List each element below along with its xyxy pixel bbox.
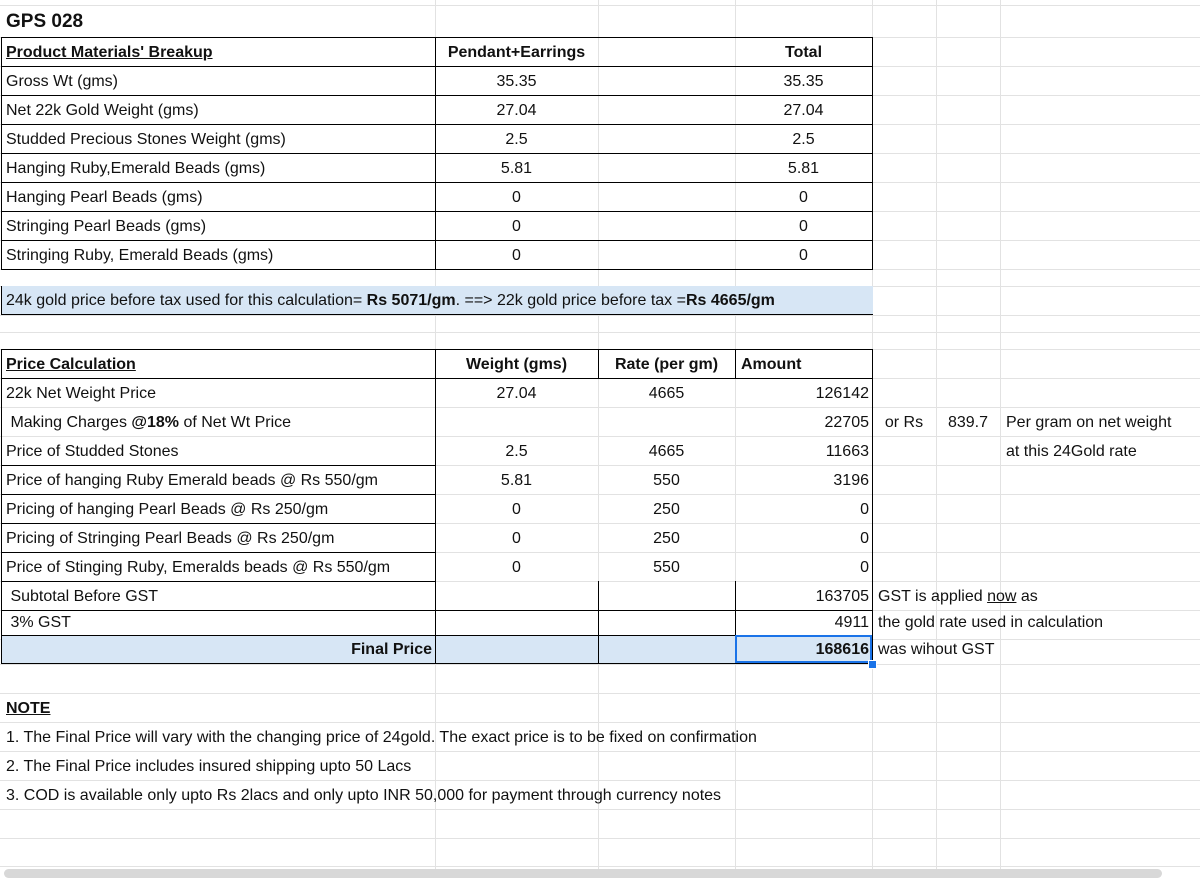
calc-row-weight: 27.04 <box>496 385 537 402</box>
per-gram-text: Per gram on net weight <box>1006 414 1172 431</box>
breakup-row-total: 0 <box>799 189 808 206</box>
breakup-row-label: Hanging Ruby,Emerald Beads (gms) <box>6 160 266 177</box>
calc-row-label: Pricing of Stringing Pearl Beads @ Rs 250/gm <box>6 530 335 547</box>
breakup-row-value: 35.35 <box>496 73 537 90</box>
breakup-row-total: 0 <box>799 247 808 264</box>
breakup-row-value: 0 <box>512 218 521 235</box>
note-line: 3. COD is available only upto Rs 2lacs and only upto INR 50,000 for payment through currency notes <box>6 787 722 804</box>
at-rate-text: at this 24Gold rate <box>1006 443 1137 460</box>
calc-row-weight: 0 <box>512 501 521 518</box>
fill-handle[interactable] <box>868 660 877 669</box>
note-line: 2. The Final Price includes insured shipping upto 50 Lacs <box>6 758 412 775</box>
horizontal-scrollbar[interactable] <box>4 869 1162 878</box>
calc-row-label: Pricing of hanging Pearl Beads @ Rs 250/gm <box>6 501 329 518</box>
calc-row-label: Price of hanging Ruby Emerald beads @ Rs 550/gm <box>6 472 378 489</box>
calc-row-amount: 0 <box>860 530 869 547</box>
breakup-row-value: 5.81 <box>500 160 533 177</box>
breakup-row-label: Gross Wt (gms) <box>6 73 118 90</box>
calc-row-amount: 0 <box>860 559 869 576</box>
breakup-row-value: 0 <box>512 247 521 264</box>
calc-row-amount: 126142 <box>815 385 869 402</box>
calc-header-rate: Rate (per gm) <box>614 356 719 373</box>
making-charges-label: Making Charges @18% of Net Wt Price <box>6 414 292 431</box>
calc-row-amount: 22705 <box>824 414 869 431</box>
calc-row-amount: 11663 <box>825 443 869 460</box>
per-gram-value: 839.7 <box>947 414 989 431</box>
calc-row-label: Price of Studded Stones <box>6 443 179 460</box>
calc-row-rate: 550 <box>653 472 680 489</box>
breakup-row-total: 35.35 <box>783 73 824 90</box>
selected-cell-outline <box>735 635 872 663</box>
calc-row-weight: 5.81 <box>500 472 533 489</box>
calc-row-amount: 0 <box>860 501 869 518</box>
breakup-row-total: 2.5 <box>792 131 815 148</box>
gst-note-line-2: the gold rate used in calculation <box>878 614 1104 631</box>
calc-row-rate: 250 <box>653 501 680 518</box>
calc-row-label: 22k Net Weight Price <box>6 385 156 402</box>
calc-row-label: Price of Stinging Ruby, Emeralds beads @ Rs 550/gm <box>6 559 391 576</box>
breakup-row-label: Hanging Pearl Beads (gms) <box>6 189 203 206</box>
calc-row-rate: 4665 <box>648 443 685 460</box>
breakup-row-label: Stringing Pearl Beads (gms) <box>6 218 207 235</box>
final-price-amount[interactable]: 168616 <box>815 641 869 658</box>
calc-row-rate: 250 <box>653 530 680 547</box>
gst-amount: 4911 <box>834 614 869 631</box>
breakup-row-total: 0 <box>799 218 808 235</box>
calc-header-label: Price Calculation <box>6 356 136 373</box>
breakup-row-total: 27.04 <box>783 102 824 119</box>
calc-header-weight: Weight (gms) <box>465 356 568 373</box>
breakup-row-value: 2.5 <box>505 131 528 148</box>
calc-row-amount: 3196 <box>833 472 869 489</box>
breakup-row-value: 0 <box>512 189 521 206</box>
gst-note-line-3: was wihout GST <box>878 641 995 658</box>
note-line: 1. The Final Price will vary with the changing price of 24gold. The exact price is to be fixed on confirmation <box>6 729 757 746</box>
gst-note-line-1: GST is applied now as <box>878 588 1038 605</box>
gold-rate-line: 24k gold price before tax used for this calculation= Rs 5071/gm. ==> 22k gold price before tax =Rs 4665/gm <box>6 292 775 309</box>
final-price-label: Final Price <box>351 641 432 658</box>
breakup-row-total: 5.81 <box>787 160 820 177</box>
breakup-row-label: Studded Precious Stones Weight (gms) <box>6 131 286 148</box>
sheet-title: GPS 028 <box>6 11 84 32</box>
or-rs-text: or Rs <box>884 414 924 431</box>
breakup-row-label: Net 22k Gold Weight (gms) <box>6 102 199 119</box>
breakup-header-label: Product Materials' Breakup <box>6 44 213 61</box>
breakup-row-value: 27.04 <box>496 102 537 119</box>
breakup-header-total: Total <box>784 44 823 61</box>
calc-row-rate: 550 <box>653 559 680 576</box>
breakup-header-pendant: Pendant+Earrings <box>447 44 586 61</box>
gst-label: 3% GST <box>6 614 71 631</box>
subtotal-label: Subtotal Before GST <box>6 588 159 605</box>
subtotal-amount: 163705 <box>815 588 869 605</box>
calc-header-amount: Amount <box>741 356 802 373</box>
note-heading: NOTE <box>6 700 51 717</box>
calc-row-weight: 0 <box>512 530 521 547</box>
calc-row-weight: 2.5 <box>505 443 528 460</box>
calc-row-weight: 0 <box>512 559 521 576</box>
breakup-row-label: Stringing Ruby, Emerald Beads (gms) <box>6 247 274 264</box>
calc-row-rate: 4665 <box>648 385 685 402</box>
